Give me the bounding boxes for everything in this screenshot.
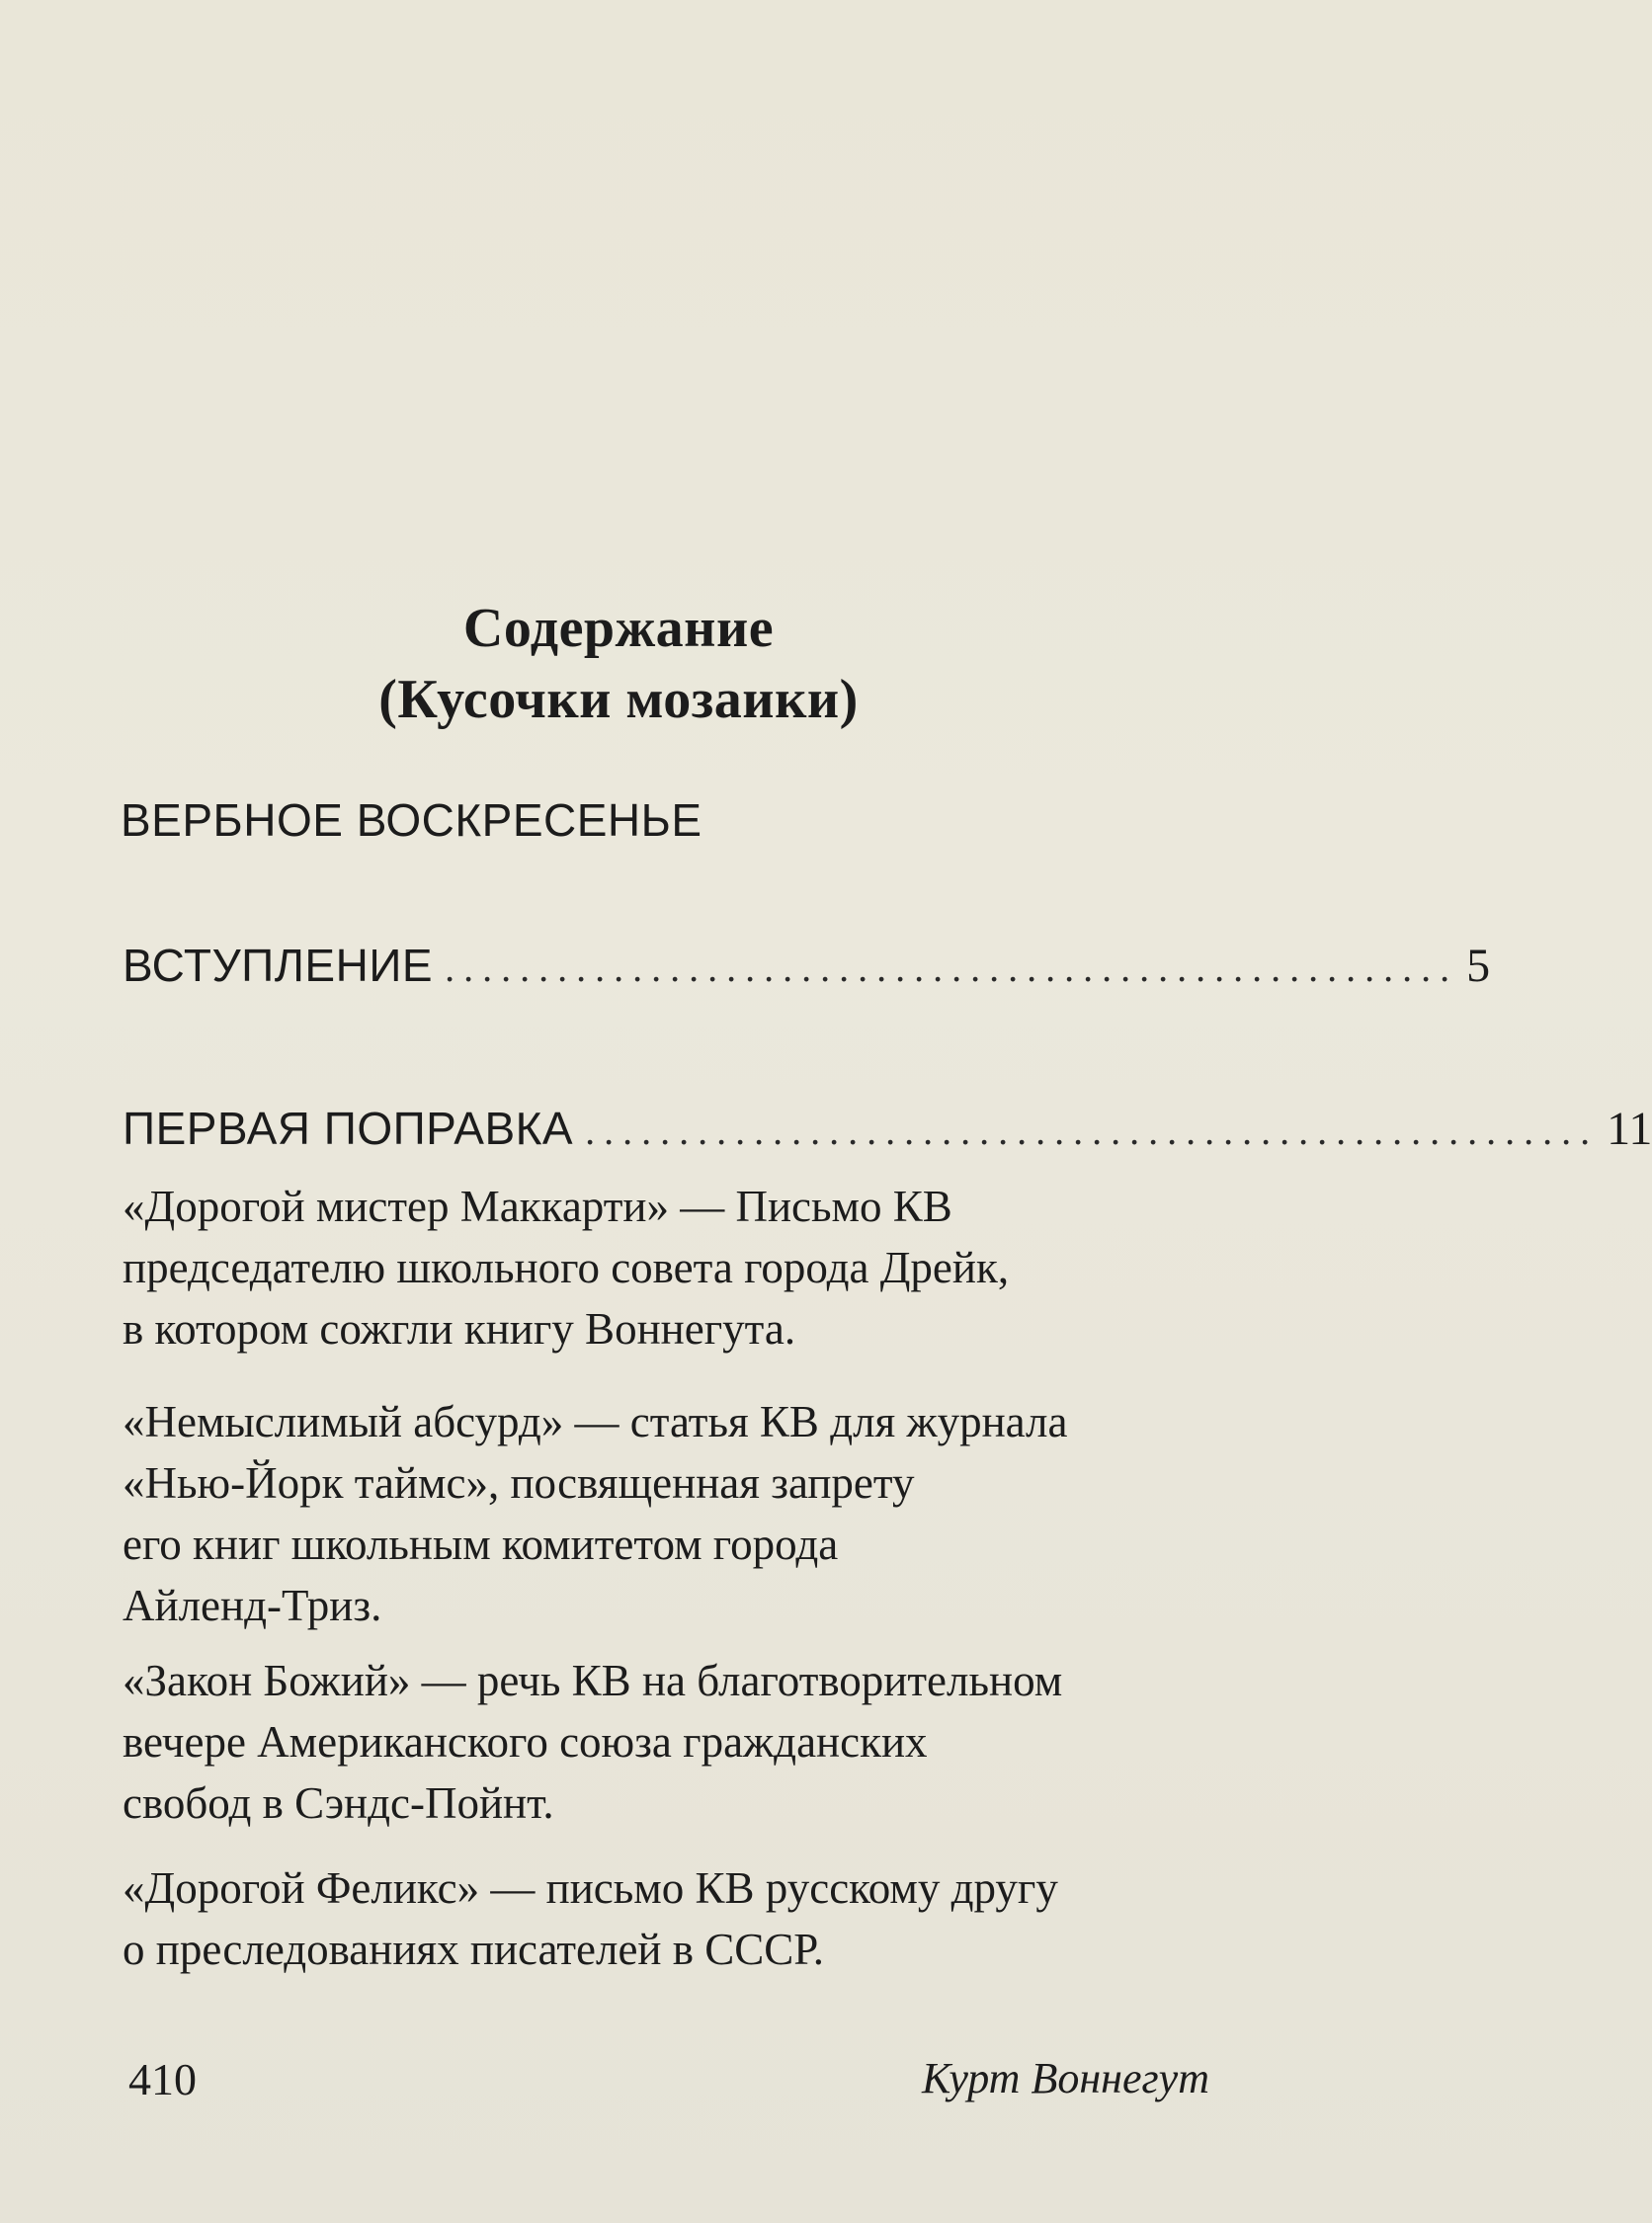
entry-dear-felix — [123, 1857, 1199, 1980]
entry-dear-mr-mccarthy — [123, 1176, 1199, 1359]
entry-line: о преследованиях писателей в СССР. — [123, 1925, 824, 1974]
entry-line: вечере Американского союза гражданских — [123, 1717, 928, 1767]
contents-title — [0, 593, 1237, 735]
page-number: 410 — [128, 2054, 197, 2104]
entry-gods-law — [123, 1650, 1199, 1834]
toc-label: ПЕРВАЯ ПОПРАВКА — [123, 1103, 574, 1154]
entry-line: в котором сожгли книгу Воннегута. — [123, 1304, 796, 1354]
entry-line: «Закон Божий» — речь КВ на благотворительном — [123, 1656, 1063, 1705]
toc-row-first-amendment — [123, 1102, 1652, 1156]
title-line-2: (Кусочки мозаики) — [378, 669, 859, 730]
entry-line: свобод в Сэндс-Пойнт. — [123, 1778, 554, 1828]
toc-row-intro — [123, 939, 1491, 993]
toc-page-number: 11 — [1607, 1103, 1652, 1155]
entry-line: председателю школьного совета города Дрейк, — [123, 1243, 1010, 1292]
part-heading: ВЕРБНОЕ ВОСКРЕСЕНЬЕ — [121, 794, 702, 846]
entry-line: «Дорогой мистер Маккарти» — Письмо КВ — [123, 1182, 952, 1231]
entry-line: «Нью-Йорк таймс», посвященная запрету — [123, 1458, 915, 1508]
entry-unthinkable-absurd — [123, 1391, 1199, 1636]
dot-leader: ...................................................... — [445, 946, 1459, 990]
title-line-1: Содержание — [462, 598, 775, 659]
toc-page-number: 5 — [1466, 940, 1491, 992]
toc-label: ВСТУПЛЕНИЕ — [123, 940, 434, 991]
dot-leader: ...................................................... — [585, 1109, 1600, 1153]
entry-line: Айленд-Триз. — [123, 1581, 382, 1630]
running-footer-author: Курт Воннегут — [921, 2054, 1209, 2102]
entry-line: «Дорогой Феликс» — письмо КВ русскому другу — [123, 1863, 1058, 1913]
entry-line: «Немыслимый абсурд» — статья КВ для журнала — [123, 1397, 1068, 1446]
entry-line: его книг школьным комитетом города — [123, 1520, 839, 1569]
